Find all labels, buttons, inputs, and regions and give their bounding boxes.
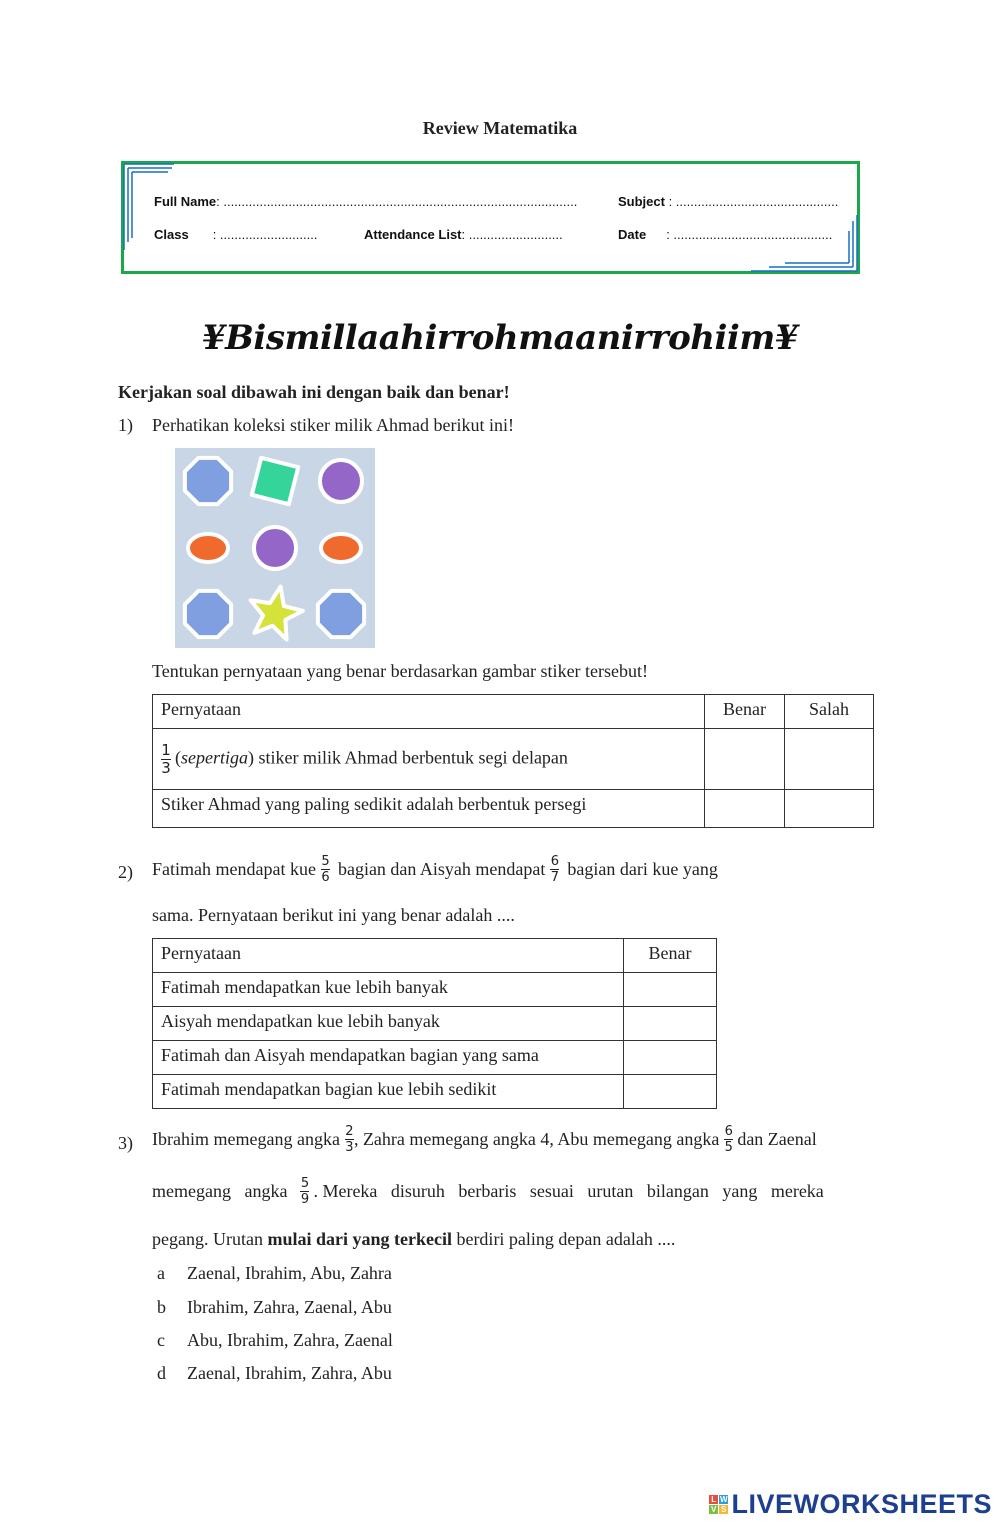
- q3-text-line3: pegang. Urutan mulai dari yang terkecil berdiri paling depan adalah ....: [152, 1229, 676, 1249]
- sticker-octagon: [318, 591, 364, 637]
- fraction-five-ninths: $\frac{5}{9}$: [300, 1176, 310, 1207]
- liveworksheets-logo: L W V S LIVEWORKSHEETS: [711, 1489, 992, 1519]
- subject-field[interactable]: Subject : .............................................: [618, 194, 839, 209]
- q3-option-b[interactable]: Ibrahim, Zahra, Zaenal, Abu: [187, 1297, 392, 1317]
- q2-table: [152, 938, 717, 1109]
- q1-text: Perhatikan koleksi stiker milik Ahmad berikut ini!: [152, 415, 514, 435]
- q1-table: [152, 694, 874, 828]
- q3-option-d-letter: d: [157, 1363, 166, 1383]
- q1-header-true: Benar: [705, 695, 785, 729]
- q2-row-statement: Fatimah mendapatkan kue lebih banyak: [153, 973, 624, 1007]
- sticker-circle: [320, 460, 362, 502]
- q3-option-d[interactable]: Zaenal, Ibrahim, Zahra, Abu: [187, 1363, 392, 1383]
- fraction-five-sixths: $\frac{5}{6}$: [321, 854, 330, 885]
- q2-row1-true-cell[interactable]: [624, 973, 717, 1007]
- instruction: Kerjakan soal dibawah ini dengan baik dan benar!: [118, 382, 510, 402]
- q2-header-statement: Pernyataan: [153, 939, 624, 973]
- corner-decoration-bottom-right: [749, 213, 859, 273]
- q2-row2-true-cell[interactable]: [624, 1007, 717, 1041]
- sticker-circle: [254, 527, 296, 569]
- q2-number: 2): [118, 862, 133, 882]
- full-name-field[interactable]: Full Name: ..................................................................................................: [154, 194, 578, 209]
- q1-header-false: Salah: [785, 695, 874, 729]
- q1-row1-true-cell[interactable]: [705, 729, 785, 790]
- q1-row2-false-cell[interactable]: [785, 790, 874, 828]
- q2-row3-true-cell[interactable]: [624, 1041, 717, 1075]
- q1-row2-true-cell[interactable]: [705, 790, 785, 828]
- class-field[interactable]: Class : ...........................: [154, 227, 318, 242]
- q2-header-true: Benar: [624, 939, 717, 973]
- q3-text-line1: Ibrahim memegang angka $\frac{2}{3}$ , Zahra memegang angka 4, Abu memegang angka $\frac{6}{5}$ dan Zaenal: [152, 1124, 817, 1155]
- q1-number: 1): [118, 415, 133, 435]
- q2-row-statement: Fatimah dan Aisyah mendapatkan bagian yang sama: [153, 1041, 624, 1075]
- q1-header-statement: Pernyataan: [153, 695, 705, 729]
- q1-prompt: Tentukan pernyataan yang benar berdasarkan gambar stiker tersebut!: [152, 661, 649, 681]
- sticker-star: [251, 587, 303, 640]
- q3-option-a-letter: a: [157, 1263, 165, 1283]
- fraction-six-sevenths: $\frac{6}{7}$: [550, 854, 560, 885]
- page-title: Review Matematika: [422, 118, 578, 138]
- q1-row1-statement: $\frac{1}{3}$ (sepertiga) stiker milik Ahmad berbentuk segi delapan: [153, 729, 705, 790]
- fraction-six-fifths: $\frac{6}{5}$: [724, 1124, 733, 1155]
- q2-row4-true-cell[interactable]: [624, 1075, 717, 1109]
- q3-number: 3): [118, 1133, 133, 1153]
- q1-row2-statement: Stiker Ahmad yang paling sedikit adalah berbentuk persegi: [153, 790, 705, 828]
- q3-option-b-letter: b: [157, 1297, 166, 1317]
- q3-text-line2: memegang angka $\frac{5}{9}$ . Mereka disuruh berbaris sesuai urutan bilangan yang mereka: [152, 1176, 824, 1207]
- sticker-collection-image: [175, 448, 375, 648]
- q2-row-statement: Fatimah mendapatkan bagian kue lebih sedikit: [153, 1075, 624, 1109]
- sticker-grid: [175, 448, 375, 648]
- q1-row1-false-cell[interactable]: [785, 729, 874, 790]
- sticker-square: [252, 458, 298, 504]
- q3-option-a[interactable]: Zaenal, Ibrahim, Abu, Zahra: [187, 1263, 392, 1283]
- q3-option-c-letter: c: [157, 1330, 165, 1350]
- student-info-box: [121, 161, 860, 274]
- q2-text-line1: Fatimah mendapat kue $\frac{5}{6}$ bagian dan Aisyah mendapat $\frac{6}{7}$ bagian dari kue yang: [152, 854, 718, 885]
- fraction-one-third: $\frac{1}{3}$: [161, 740, 171, 777]
- bismillah-heading: ¥Bismillaahirrohmaanirrohiim¥: [202, 318, 798, 358]
- sticker-ellipse: [321, 534, 361, 562]
- date-field[interactable]: Date : ............................................: [618, 227, 833, 242]
- liveworksheets-logo-icon: L W V S: [711, 1495, 728, 1514]
- fraction-two-thirds: $\frac{2}{3}$: [345, 1124, 354, 1155]
- sticker-octagon: [185, 591, 231, 637]
- attendance-list-field[interactable]: Attendance List: ..........................: [364, 227, 563, 242]
- sticker-octagon: [185, 458, 231, 504]
- q2-row-statement: Aisyah mendapatkan kue lebih banyak: [153, 1007, 624, 1041]
- q2-text-line2: sama. Pernyataan berikut ini yang benar adalah ....: [152, 905, 515, 925]
- sticker-ellipse: [188, 534, 228, 562]
- q3-option-c[interactable]: Abu, Ibrahim, Zahra, Zaenal: [187, 1330, 393, 1350]
